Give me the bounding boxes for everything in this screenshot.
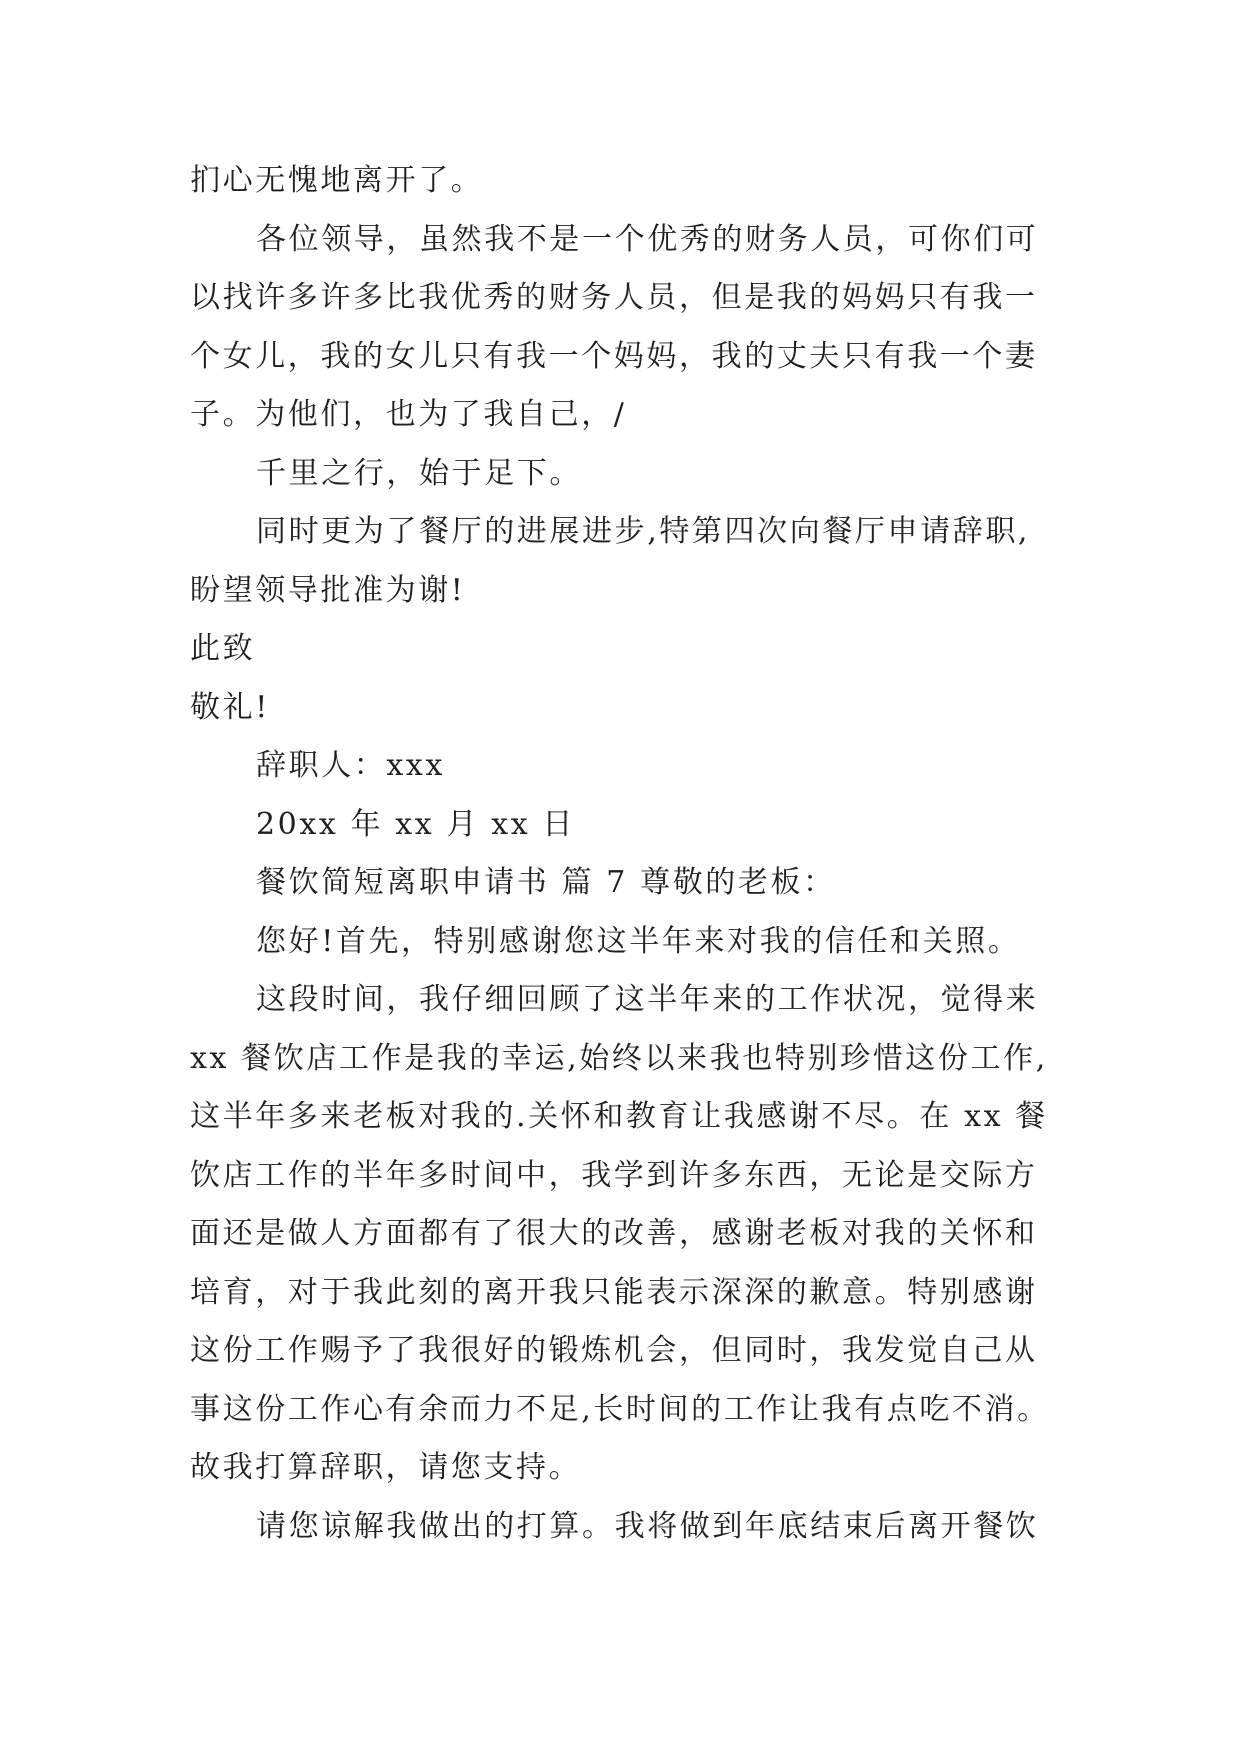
text-line: 请您谅解我做出的打算。我将做到年底结束后离开餐饮 <box>256 1508 1039 1544</box>
text-line: 培育，对于我此刻的离开我只能表示深深的歉意。特别感谢 <box>190 1274 1038 1310</box>
text-line: 事这份工作心有余而力不足,长时间的工作让我有点吃不消。 <box>190 1391 1050 1427</box>
text-line: 这半年多来老板对我的.关怀和教育让我感谢不尽。在 xx 餐 <box>190 1099 1048 1134</box>
text-line: 您好!首先，特别感谢您这半年来对我的信任和关照。 <box>256 923 1021 959</box>
text-line: 千里之行，始于足下。 <box>256 455 582 491</box>
text-line: 同时更为了餐厅的进展进步,特第四次向餐厅申请辞职, <box>256 514 1031 549</box>
text-line: xx 餐饮店工作是我的幸运,始终以来我也特别珍惜这份工作, <box>190 1040 1048 1076</box>
text-line: 面还是做人方面都有了很大的改善，感谢老板对我的关怀和 <box>190 1216 1038 1251</box>
text-line: 以找许多许多比我优秀的财务人员，但是我的妈妈只有我一 <box>190 280 1038 315</box>
text-line: 各位领导，虽然我不是一个优秀的财务人员，可你们可 <box>256 221 1039 257</box>
closing-respect: 敬礼! <box>190 689 270 725</box>
text-line: 扪心无愧地离开了。 <box>190 163 484 198</box>
text-line: 这段时间，我仔细回顾了这半年来的工作状况，觉得来 <box>256 982 1039 1017</box>
text-line: 盼望领导批准为谢! <box>190 572 466 608</box>
text-line: 子。为他们，也为了我自己，/ <box>190 397 627 432</box>
text-line: 这份工作赐予了我很好的锻炼机会，但同时，我发觉自己从 <box>190 1333 1038 1368</box>
closing-salutation: 此致 <box>190 631 256 666</box>
signature-line: 辞职人：xxx <box>256 748 445 783</box>
section-heading: 餐饮简短离职申请书 篇 7 尊敬的老板： <box>256 865 836 900</box>
text-line: 故我打算辞职，请您支持。 <box>190 1450 582 1485</box>
date-line: 20xx 年 xx 月 xx 日 <box>256 806 575 842</box>
document-body <box>190 152 1062 1556</box>
text-line: 个女儿，我的女儿只有我一个妈妈，我的丈夫只有我一个妻 <box>190 338 1038 374</box>
text-line: 饮店工作的半年多时间中，我学到许多东西，无论是交际方 <box>190 1157 1038 1193</box>
